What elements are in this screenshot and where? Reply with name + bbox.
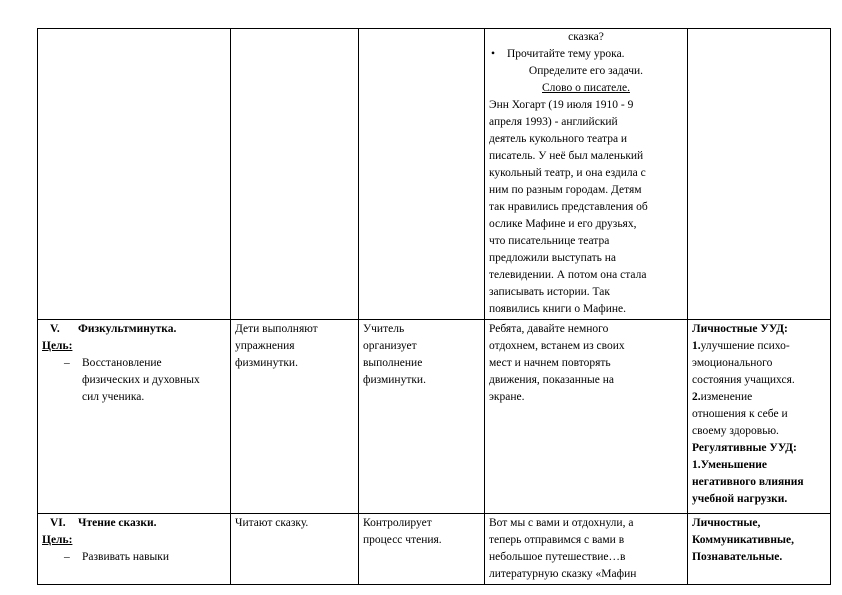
teacher-activity-cell [359,514,485,585]
goal-label: Цель: [42,340,73,352]
text-line: телевидении. А потом она стала [489,269,647,281]
section-heading: Слово о писателе. [542,82,630,94]
table-row [38,29,831,320]
text-line: ним по разным городам. Детям [489,184,642,196]
text-line: 1.Уменьшение [692,459,767,471]
text-line: предложили выступать на [489,252,617,264]
dash-icon: – [64,551,70,563]
text-line: Энн Хогарт (19 июля 1910 - 9 [489,99,634,111]
content-cell [485,320,688,514]
text-line: движения, показанные на [489,374,615,386]
text-line: Познавательные. [692,551,783,563]
stage-title: V. Физкультминутка. [50,323,177,335]
stage-title: VI. Чтение сказки. [50,517,157,529]
pupils-activity-cell [231,29,359,320]
teacher-activity-cell [359,320,485,514]
content-cell [485,29,688,320]
text-line: так нравились представления об [489,201,648,213]
text-line: Учитель [363,323,405,335]
goal-item: – Развивать навыки [42,549,226,566]
text-line: экране. [489,391,525,403]
table-row [38,514,831,585]
uud-item: 2.изменение [692,391,753,403]
bullet-icon: • [491,48,496,60]
stage-cell [38,320,231,514]
text-line: учебной нагрузки. [692,493,788,505]
text-line: Ребята, давайте немного [489,323,609,335]
text-line: физминутки. [363,374,426,386]
text-line: упражнения [235,340,295,352]
text-line: Вот мы с вами и отдохнули, а [489,517,634,529]
text-line: физминутки. [235,357,298,369]
text-line: мест и начнем повторять [489,357,611,369]
text-line: отношения к себе и [692,408,788,420]
text-line: ослике Мафине и его друзьях, [489,218,637,230]
text-line: записывать истории. Так [489,286,610,298]
text-line: состояния учащихся. [692,374,795,386]
text-line: небольшое путешествие…в [489,551,626,563]
text-line: Коммуникативные, [692,534,794,546]
bullet-item: • Прочитайте тему урока. [489,46,683,63]
text-line: Контролирует [363,517,432,529]
text-line: кукольный театр, и она ездила с [489,167,646,179]
text-line: деятель кукольного театра и [489,133,628,145]
uud-cell [688,320,831,514]
text-line: апреля 1993) - английский [489,116,618,128]
goal-label: Цель: [42,534,73,546]
uud-heading-personal: Личностные УУД: [692,323,788,335]
text-line: отдохнем, встанем из своих [489,340,625,352]
text-line: Дети выполняют [235,323,318,335]
text-line: организует [363,340,417,352]
bio-text [489,97,683,318]
teacher-activity-cell [359,29,485,320]
text-line: литературную сказку «Мафин [489,568,637,580]
text-line: эмоционального [692,357,773,369]
text-line: Читают сказку. [235,517,309,529]
uud-cell [688,514,831,585]
text-line: своему здоровью. [692,425,779,437]
text-line: Личностные, [692,517,761,529]
pupils-activity-cell [231,514,359,585]
text-line: что писательнице театра [489,235,610,247]
uud-heading-regulatory: Регулятивные УУД: [692,442,797,454]
pupils-activity-cell [231,320,359,514]
text-line: негативного влияния [692,476,804,488]
text-line: писатель. У неё был маленький [489,150,644,162]
content-cell [485,514,688,585]
goal-item: – Восстановление физических и духовных сил ученика. [64,357,200,403]
text-line: появились книги о Мафине. [489,303,627,315]
text-line: Определите его задачи. [528,65,644,77]
dash-icon: – [64,357,70,369]
stage-cell [38,29,231,320]
text-line: выполнение [363,357,423,369]
uud-item: 1.улучшение психо- [692,340,790,352]
text-line: сказка? [568,31,604,43]
text-line: теперь отправимся с вами в [489,534,625,546]
uud-cell [688,29,831,320]
lesson-plan-table [37,28,831,585]
table-row [38,320,831,514]
text-line: процесс чтения. [363,534,442,546]
stage-cell [38,514,231,585]
